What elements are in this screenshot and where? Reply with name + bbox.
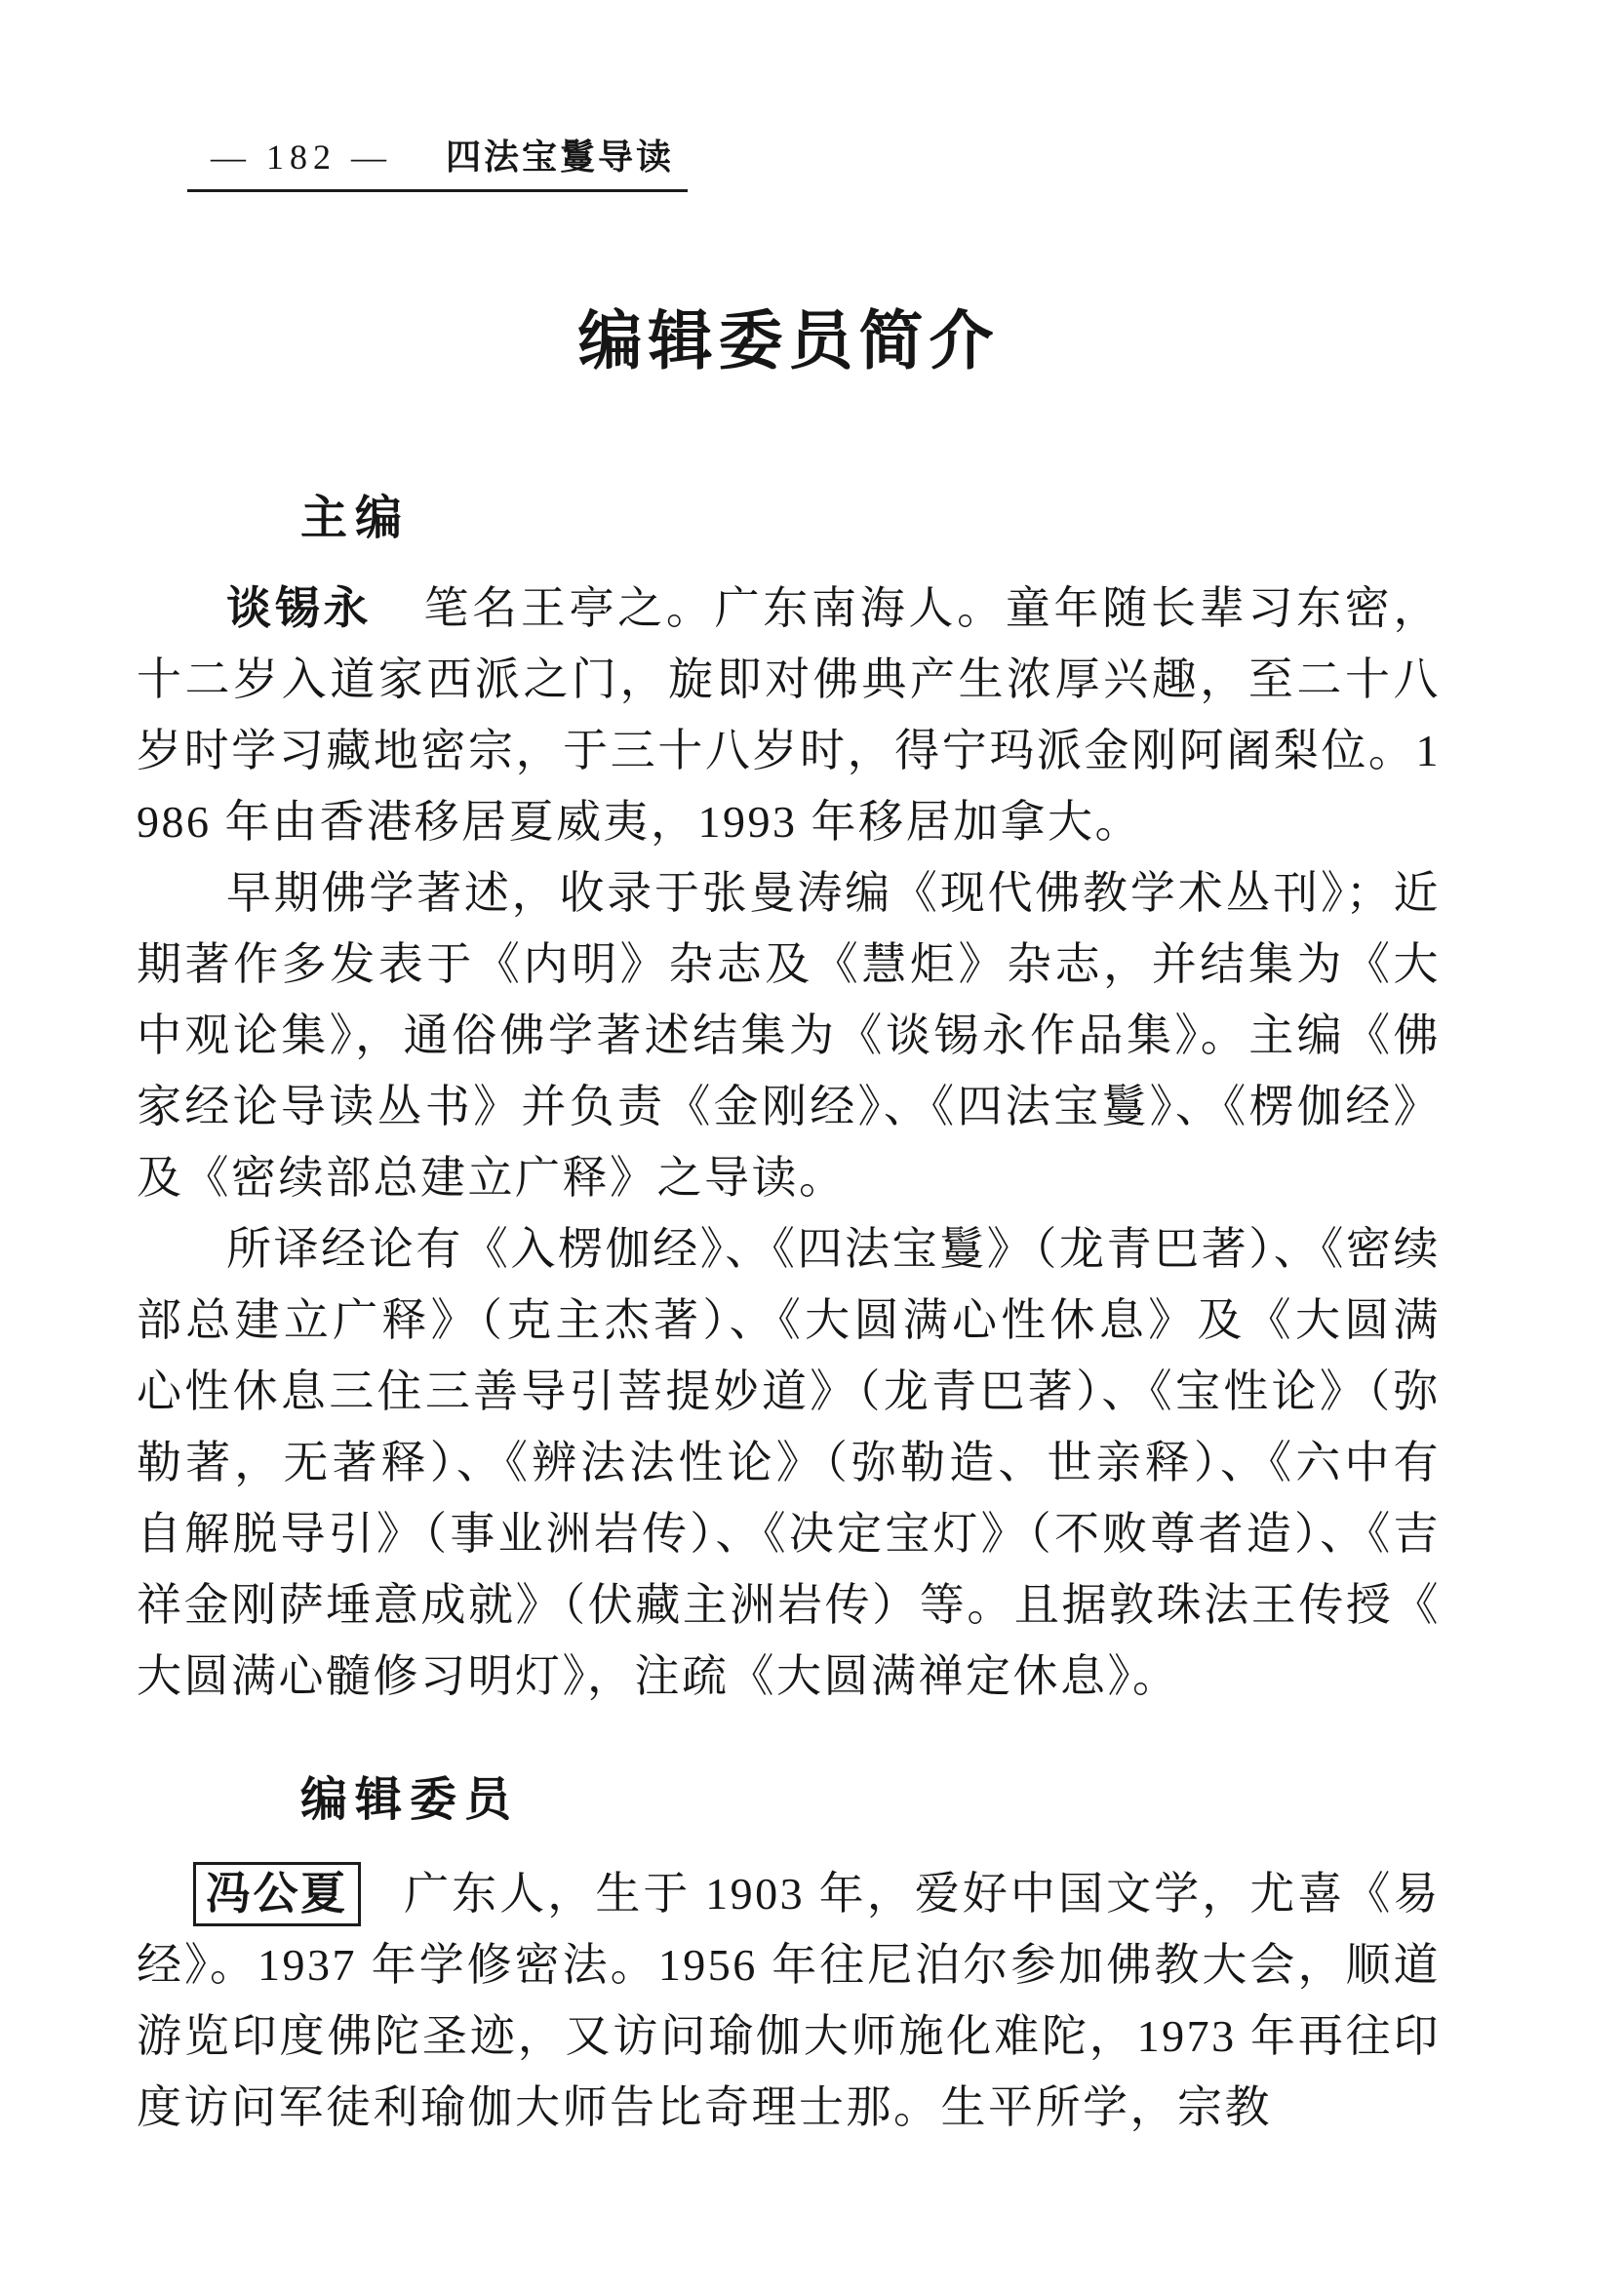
chief-editor-name: 谈锡永 — [226, 581, 373, 634]
section-heading-committee: 编辑委员 — [300, 1772, 520, 1827]
committee-member-paragraph — [137, 1858, 1441, 2143]
chief-editor-paragraph-1 — [137, 573, 1441, 857]
page-title: 编辑委员简介 — [577, 303, 1000, 378]
section-heading-chief-editor: 主编 — [300, 491, 411, 545]
page-number: — 182 — — [211, 138, 392, 177]
running-header — [187, 135, 688, 192]
chief-editor-paragraph-2: 早期佛学著述，收录于张曼涛编《现代佛教学术丛刊》；近期著作多发表于《内明》杂志及《慧炬》杂志，并结集为《大中观论集》，通俗佛学著述结集为《谈锡永作品集》。主编《佛家经论导读丛书》并负责《金刚经》、《四法宝鬘》、《楞伽经》及《密续部总建立广释》之导读。 — [137, 868, 1441, 1203]
chief-editor-bio-text-1: 笔名王亭之。广东南海人。童年随长辈习东密，十二岁入道家西派之门，旋即对佛典产生浓厚兴趣，至二十八岁时学习藏地密宗，于三十八岁时，得宁玛派金刚阿阇梨位。1986 年由香港移居夏威夷，1993 年移居加拿大。 — [137, 583, 1441, 847]
running-book-title: 四法宝鬘导读 — [446, 138, 675, 177]
committee-member-bio-text: 广东人，生于 1903 年，爱好中国文学，尤喜《易经》。1937 年学修密法。1956 年往尼泊尔参加佛教大会，顺道游览印度佛陀圣迹，又访问瑜伽大师施化难陀，1973 年再往印度访问军徒利瑜伽大师告比奇理士那。生平所学，宗教 — [137, 1869, 1441, 2132]
chief-editor-paragraph-3: 所译经论有《入楞伽经》、《四法宝鬘》（龙青巴著）、《密续部总建立广释》（克主杰著）、《大圆满心性休息》及《大圆满心性休息三住三善导引菩提妙道》（龙青巴著）、《宝性论》（弥勒著，无著释）、《辨法法性论》（弥勒造、世亲释）、《六中有自解脱导引》（事业洲岩传）、《决定宝灯》（不败尊者造）、《吉祥金刚萨埵意成就》（伏藏主洲岩传）等。且据敦珠法王传授《大圆满心髓修习明灯》，注疏《大圆满禅定休息》。 — [137, 1224, 1441, 1701]
committee-member-name-box: 冯公夏 — [193, 1862, 361, 1926]
